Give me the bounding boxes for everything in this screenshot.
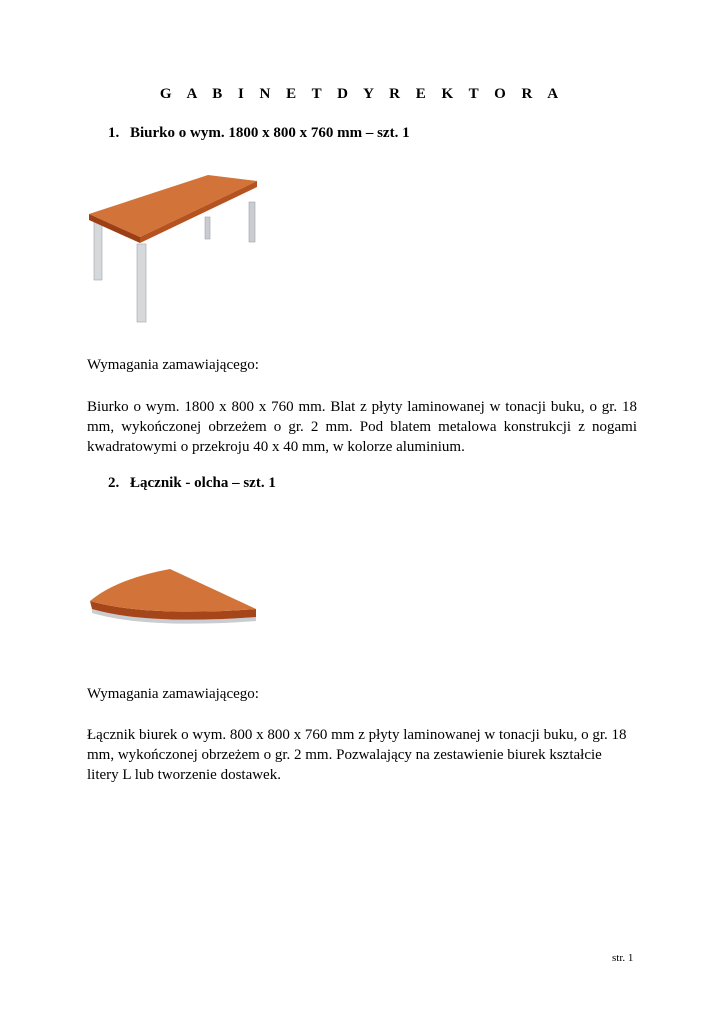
desk-back-leg <box>205 217 210 239</box>
page-number: str. 1 <box>612 952 634 964</box>
desk-back-leg <box>249 202 255 242</box>
item-2-description: Łącznik biurek o wym. 800 x 800 x 760 mm z płyty laminowanej w tonacji buku, o gr. 18 mm, wykończonej obrzeżem o gr. 2 mm. Pozwalający na zestawienie biurek kształcie litery L lub tworzenie dostawek. <box>87 727 627 783</box>
item-1-requirements-label: Wymagania zamawiającego: <box>87 357 259 373</box>
item-1-description: Biurko o wym. 1800 x 800 x 760 mm. Blat z płyty laminowanej w tonacji buku, o gr. 18 mm, wykończonej obrzeżem o gr. 2 mm. Pod blatem metalowa konstrukcji z nogami kwadratowymi o przekroju 40 x 40 mm, w kolorze aluminium. <box>87 399 637 455</box>
desk-front-leg <box>137 244 146 322</box>
item-2-requirements-label: Wymagania zamawiającego: <box>87 686 259 702</box>
item-2-title: Łącznik - olcha – szt. 1 <box>130 475 276 491</box>
corner-connector-illustration <box>86 565 261 630</box>
item-1-number: 1. <box>108 125 120 141</box>
desk-front-leg <box>94 220 102 280</box>
connector-top <box>90 569 256 612</box>
item-2-heading <box>108 475 276 492</box>
item-1-title: Biurko o wym. 1800 x 800 x 760 mm – szt. 1 <box>130 125 410 141</box>
item-2-number: 2. <box>108 475 120 491</box>
item-1-heading <box>108 125 410 142</box>
desk-illustration <box>86 172 268 324</box>
page-title: G A B I N E T D Y R E K T O R A <box>159 86 565 102</box>
